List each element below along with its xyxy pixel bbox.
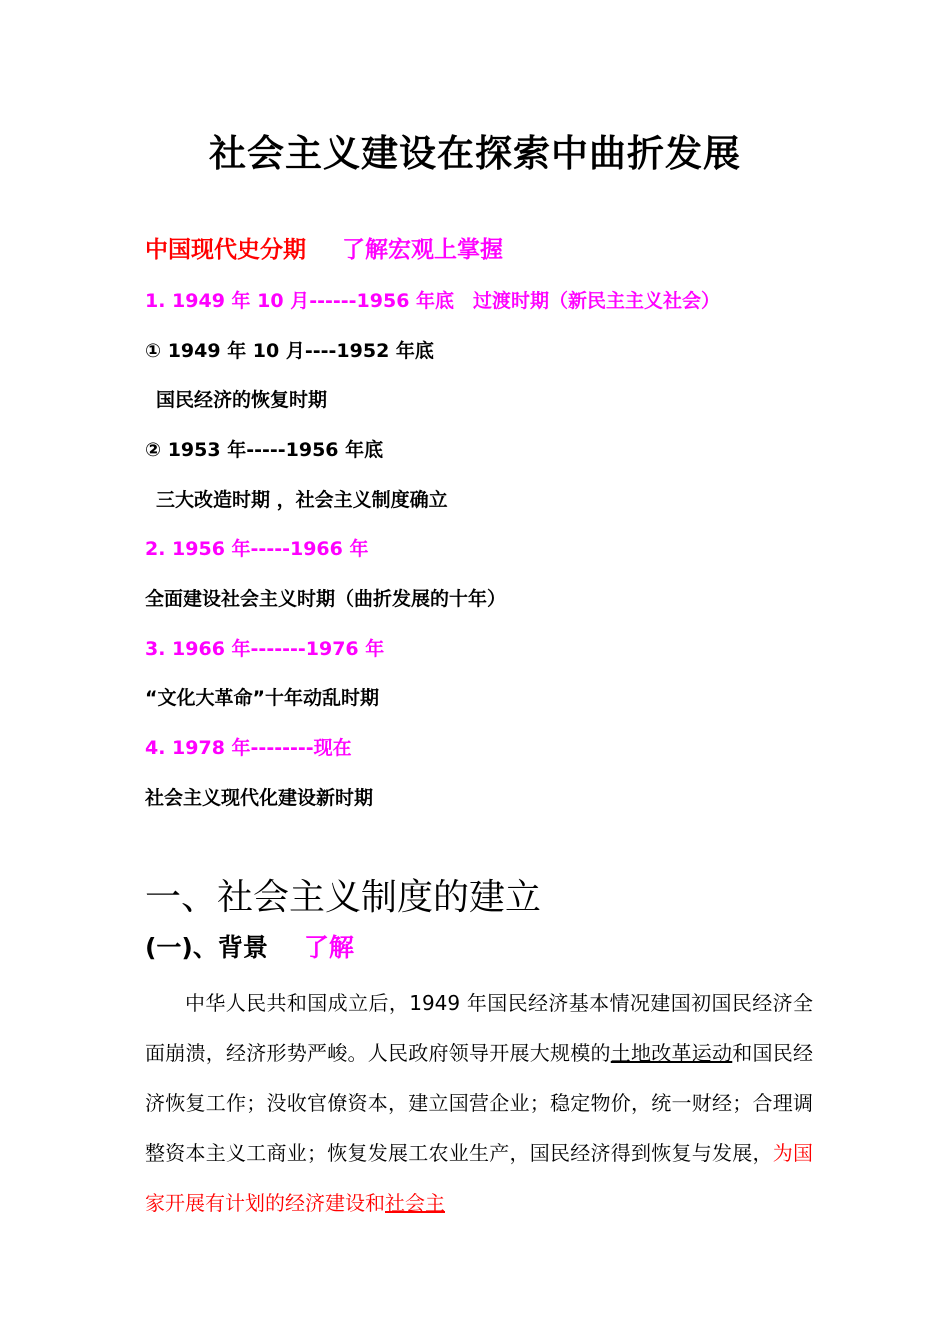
section-heading: 一、社会主义制度的建立 — [145, 877, 542, 918]
period-4: 4. 1978 年--------现在 — [145, 737, 352, 759]
subsection-title: (一)、背景 — [145, 933, 268, 962]
para-underlined-term: 土地改革运动 — [610, 1041, 733, 1065]
period-1a-desc: 国民经济的恢复时期 — [156, 389, 328, 411]
period-1b-date: ② 1953 年-----1956 年底 — [145, 439, 384, 461]
period-2: 2. 1956 年-----1966 年 — [145, 538, 369, 560]
period-1b-desc: 三大改造时期 ，社会主义制度确立 — [156, 489, 448, 511]
para-highlight-underlined: 社会主 — [385, 1191, 445, 1215]
background-paragraph — [145, 978, 813, 1228]
subsection-heading — [145, 928, 354, 968]
subsection-tag: 了解 — [303, 933, 354, 962]
para-text-1: 中华人民共和国成立后，1949 年国民经济基本情况建国初国民经济全面崩溃，经济形势严峻。人民政府领导开展大规模的 — [145, 991, 813, 1065]
page-title: 社会主义建设在探索中曲折发展 — [209, 132, 741, 175]
period-3-desc: “文化大革命”十年动乱时期 — [145, 687, 379, 709]
para-text-2: 和国民经济恢复工作；没收官僚资本，建立国营企业；稳定物价，统一财经；合理调整资本主义工商业；恢复发展工农业生产，国民经济得到恢复与发展， — [145, 1041, 813, 1165]
period-1: 1. 1949 年 10 月------1956 年底 过渡时期（新民主主义社会） — [145, 290, 721, 312]
periods-heading-note: 了解宏观上掌握 — [342, 237, 503, 263]
period-3: 3. 1966 年-------1976 年 — [145, 638, 385, 660]
period-4-desc: 社会主义现代化建设新时期 — [145, 787, 374, 809]
periods-heading-main: 中国现代史分期 — [145, 237, 306, 263]
period-1a-date: ① 1949 年 10 月----1952 年底 — [145, 340, 434, 362]
para-highlight: 为国家开展有计划的经济建设和 — [145, 1141, 813, 1215]
period-2-desc: 全面建设社会主义时期（曲折发展的十年） — [145, 588, 507, 610]
periods-heading — [145, 236, 503, 264]
